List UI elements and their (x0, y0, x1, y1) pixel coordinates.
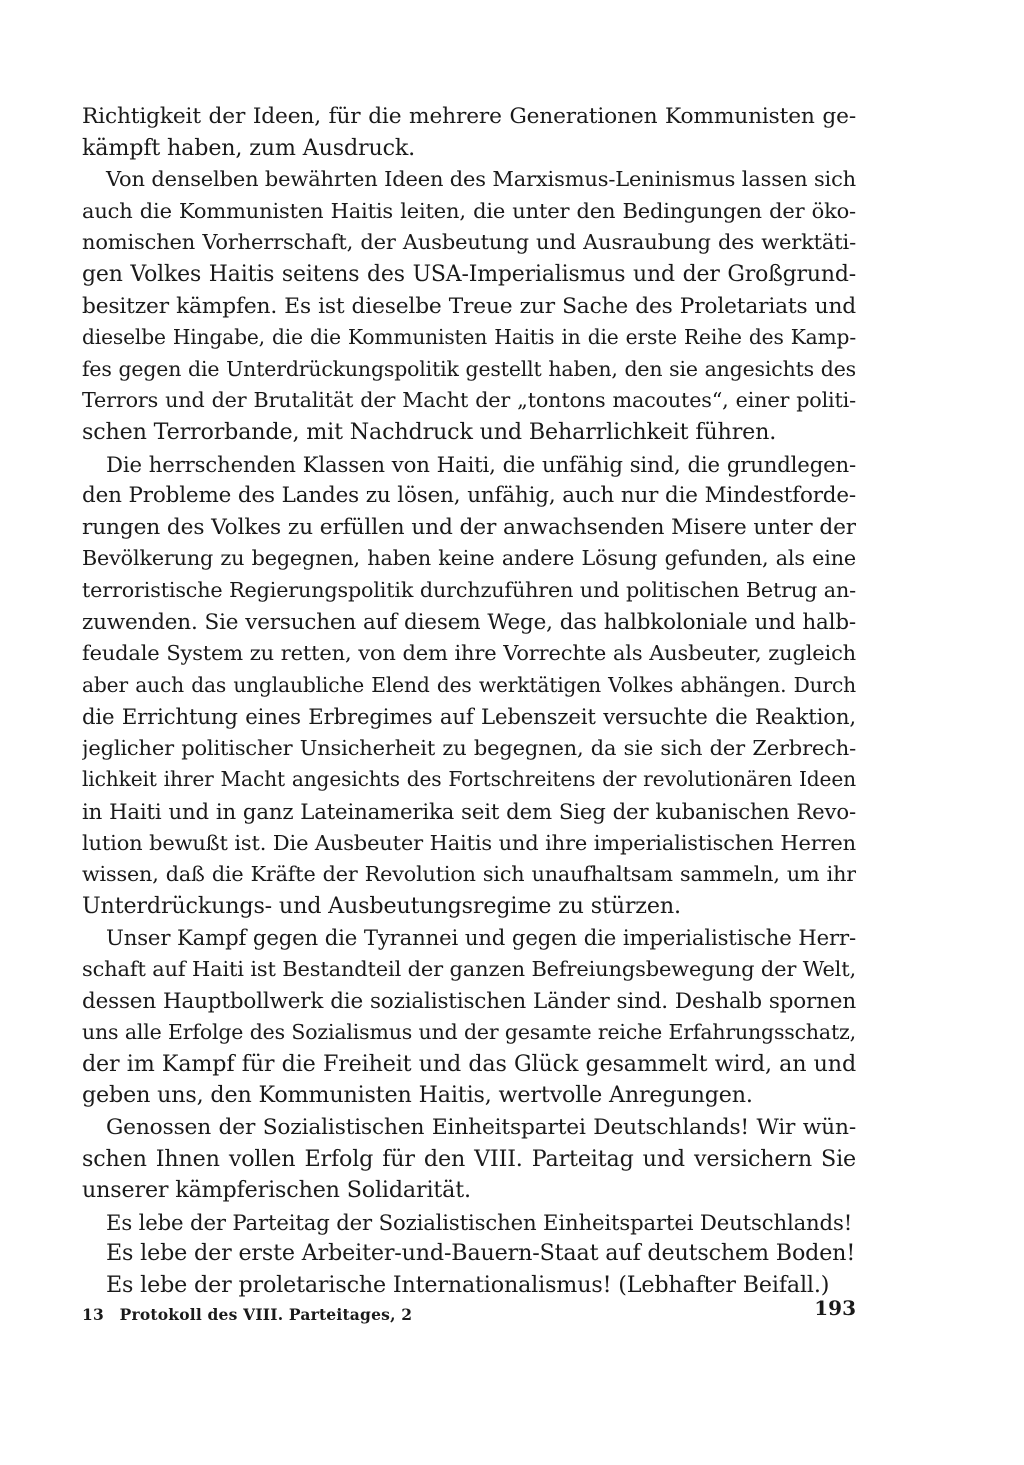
text-line: den Probleme des Landes zu lösen, unfähig, auch nur die Mindestforde- (82, 483, 856, 509)
text-line: auch die Kommunisten Haitis leiten, die unter den Bedingungen der öko- (82, 198, 856, 223)
text-line: Genossen der Sozialistischen Einheitspartei Deutschlands! Wir wün- (106, 1115, 856, 1140)
text-line: Richtigkeit der Ideen, für die mehrere Generationen Kommunisten ge- (82, 104, 856, 129)
text-line: schen Terrorbande, mit Nachdruck und Beharrlichkeit führen. (82, 418, 777, 445)
text-line: gen Volkes Haitis seitens des USA-Imperialismus und der Großgrund- (82, 261, 856, 287)
text-line: wissen, daß die Kräfte der Revolution sich unaufhaltsam sammeln, um ihr (82, 862, 856, 887)
text-line: Unterdrückungs- und Ausbeutungsregime zu stürzen. (82, 892, 681, 919)
signature-number: 13 (82, 1305, 104, 1324)
text-line: besitzer kämpfen. Es ist dieselbe Treue zur Sache des Proletariats und (82, 293, 856, 319)
text-line: Es lebe der Parteitag der Sozialistischen Einheitspartei Deutschlands! (106, 1209, 853, 1235)
text-line: lution bewußt ist. Die Ausbeuter Haitis und ihre imperialistischen Herren (82, 830, 856, 855)
text-line: aber auch das unglaubliche Elend des werktätigen Volkes abhängen. Durch (82, 672, 856, 697)
text-line: unserer kämpferischen Solidarität. (82, 1177, 471, 1204)
text-line: Von denselben bewährten Ideen des Marxismus-Leninismus lassen sich (106, 167, 856, 192)
text-line: schen Ihnen vollen Erfolg für den VIII. Parteitag und versichern Sie (82, 1145, 856, 1172)
body-text (82, 101, 856, 1302)
text-line: Die herrschenden Klassen von Haiti, die unfähig sind, die grundlegen- (106, 451, 856, 477)
text-line: terroristische Regierungspolitik durchzuführen und politischen Betrug an- (82, 577, 856, 602)
text-line: uns alle Erfolge des Sozialismus und der gesamte reiche Erfahrungsschatz, (82, 1020, 856, 1045)
text-line: kämpft haben, zum Ausdruck. (82, 134, 416, 161)
text-line: rungen des Volkes zu erfüllen und der anwachsenden Misere unter der (82, 514, 856, 540)
text-line: in Haiti und in ganz Lateinamerika seit dem Sieg der kubanischen Revo- (82, 799, 856, 825)
text-line: Terrors und der Brutalität der Macht der „tontons macoutes“, einer politi- (82, 388, 856, 413)
text-line: Bevölkerung zu begegnen, haben keine andere Lösung gefunden, als eine (82, 546, 856, 571)
text-line: jeglicher politischer Unsicherheit zu begegnen, da sie sich der Zerbrech- (82, 735, 856, 760)
page-footer (82, 1296, 856, 1326)
text-line: feudale System zu retten, von dem ihre Vorrechte als Ausbeuter, zugleich (82, 641, 856, 666)
text-line: der im Kampf für die Freiheit und das Glück gesammelt wird, an und (82, 1050, 856, 1077)
text-line: Es lebe der proletarische Internationalismus! (Lebhafter Beifall.) (106, 1271, 830, 1298)
signature-title: Protokoll des VIII. Parteitages, 2 (119, 1305, 413, 1324)
text-line: Es lebe der erste Arbeiter-und-Bauern-Staat auf deutschem Boden! (106, 1240, 856, 1267)
text-line: fes gegen die Unterdrückungspolitik gestellt haben, den sie angesichts des (82, 356, 856, 381)
text-line: dieselbe Hingabe, die die Kommunisten Haitis in die erste Reihe des Kamp- (82, 325, 856, 350)
text-line: die Errichtung eines Erbregimes auf Lebenszeit versuchte die Reaktion, (82, 704, 856, 730)
printer-signature (82, 1305, 412, 1324)
text-line: lichkeit ihrer Macht angesichts des Fortschreitens der revolutionären Ideen (82, 767, 856, 792)
text-line: nomischen Vorherrschaft, der Ausbeutung und Ausraubung des werktäti- (82, 230, 856, 255)
text-line: schaft auf Haiti ist Bestandteil der ganzen Befreiungsbewegung der Welt, (82, 957, 856, 982)
text-line: Unser Kampf gegen die Tyrannei und gegen die imperialistische Herr- (106, 925, 856, 951)
text-line: zuwenden. Sie versuchen auf diesem Wege, das halbkoloniale und halb- (82, 609, 856, 635)
page-number: 193 (814, 1296, 856, 1320)
text-line: geben uns, den Kommunisten Haitis, wertvolle Anregungen. (82, 1082, 753, 1109)
text-line: dessen Hauptbollwerk die sozialistischen Länder sind. Deshalb spornen (82, 988, 856, 1014)
